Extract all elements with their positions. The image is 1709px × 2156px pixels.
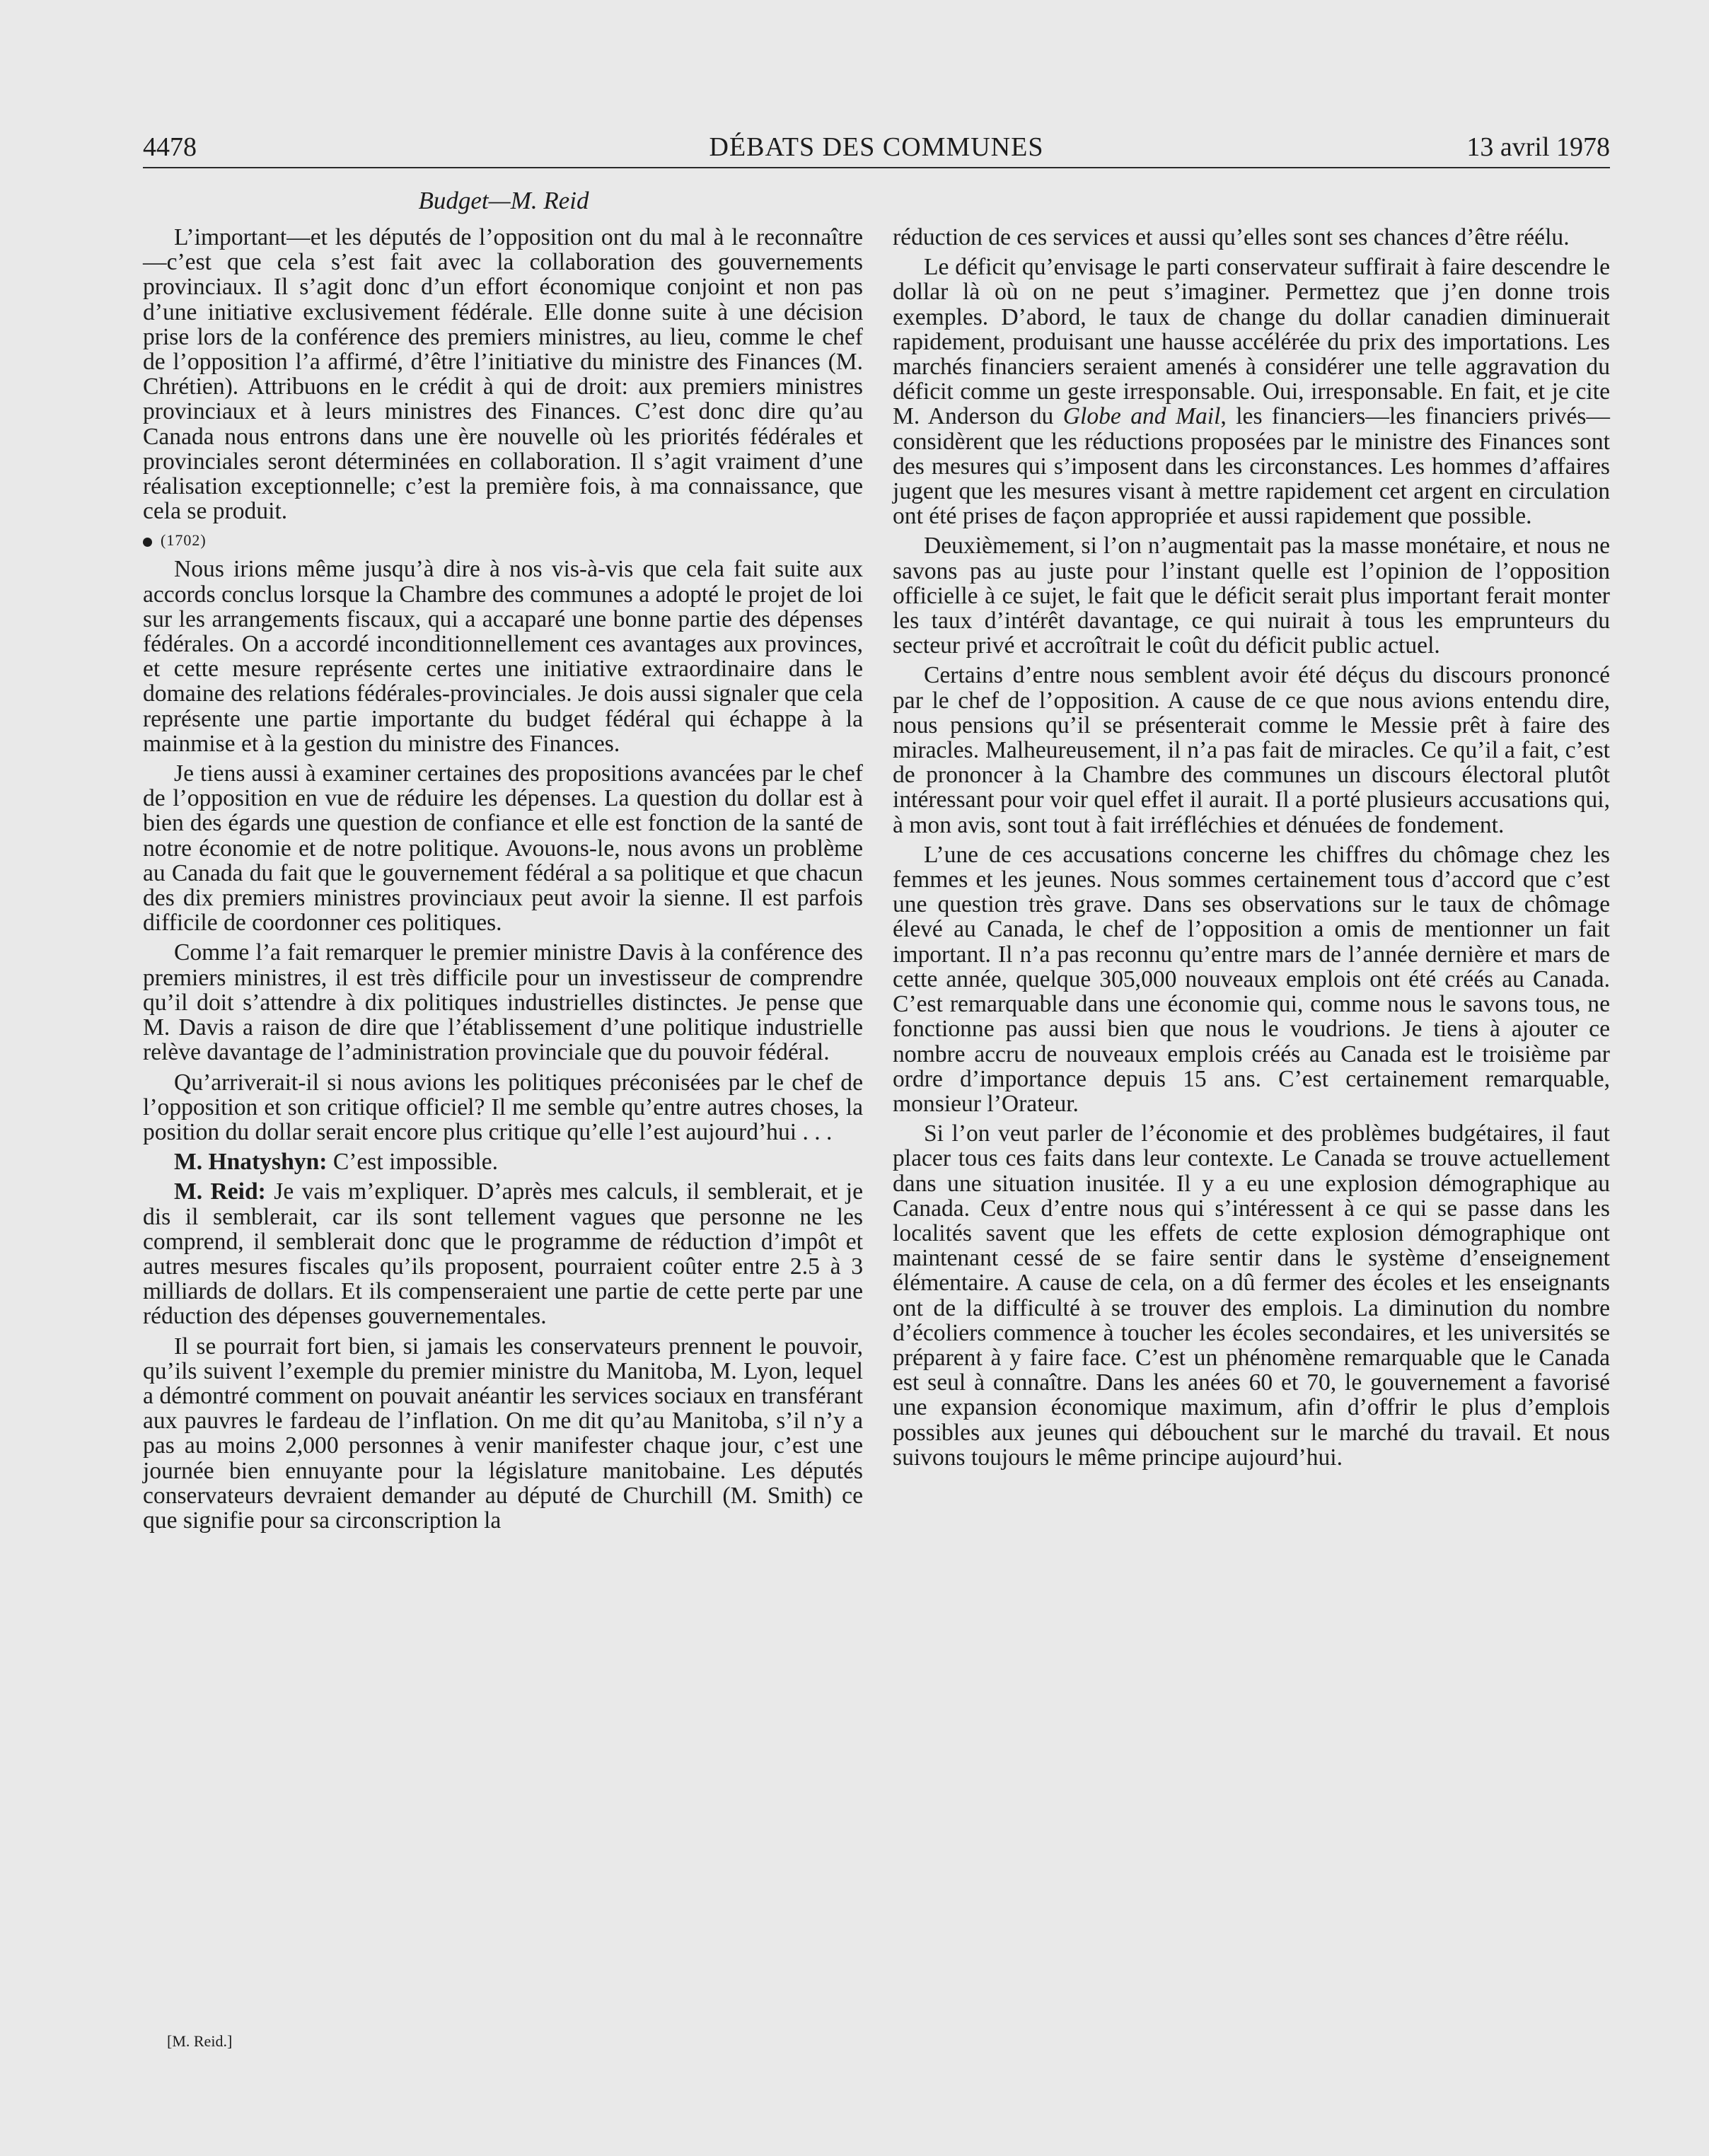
paragraph	[893, 255, 1610, 528]
paragraph: L’une de ces accusations concerne les chiffres du chômage chez les femmes et les jeunes. Nous sommes certainement tous d’accord que c’est une question très grave. Dans ses observations sur le taux de chômage élevé au Canada, le chef de l’opposition a omis de mentionner un fait important. Il n’a pas reconnu qu’entre mars de l’année dernière et mars de cette année, quelque 305,000 nouveaux emplois ont été créés au Canada. C’est remarquable dans une économie qui, comme nous le savons tous, ne fonctionne pas aussi bien que nous le voudrions. Je tiens à ajouter ce nombre accru de nouveaux emplois créés au Canada est le troisième par ordre d’importance depuis 15 ans. C’est certainement remarquable, monsieur l’Orateur.	[893, 841, 1610, 1117]
paragraph: Si l’on veut parler de l’économie et des problèmes budgétaires, il faut placer tous ces faits dans leur contexte. Le Canada se trouve actuellement dans une situation inusitée. Il y a eu une explosion démographique au Canada. Ceux d’entre nous qui s’intéressent à ce qui se passe dans les localités savent que les effets de cette explosion démographique ont maintenant cessé de se faire sentir dans le système d’enseignement élémentaire. A cause de cela, on a dû fermer des écoles et les enseignants ont de la difficulté à se trouver des emplois. La diminution du nombre d’écoliers commence à toucher les écoles secondaires, et les universités se préparent à y faire face. C’est un phénomène remarquable que le Canada est seul à connaître. Dans les anées 60 et 70, le gouvernement a favorisé une expansion économique maximum, afin d’offrir le plus d’emplois possibles aux jeunes qui débouchent sur le marché du travail. Et nous suivons toujours le même principe aujourd’hui.	[893, 1120, 1610, 1471]
speaker-paragraph	[143, 1149, 863, 1174]
text-run: Le déficit qu’envisage le parti conservateur suffirait à faire descendre le dollar là où on ne peut s’imaginer. Permettez que j’en donne trois exemples. D’abord, le taux de change du dollar canadien diminuerait rapidement, produisant une hausse accélérée du prix des importations. Les marchés financiers seraient amenés à considérer une telle aggravation du déficit comme un geste irresponsable. Oui, irresponsable. En fait, et je cite M. Anderson du	[893, 254, 1610, 430]
paragraph: réduction de ces services et aussi qu’elles sont ses chances d’être réélu.	[893, 224, 1570, 250]
text-run: , les financiers—les financiers privés—considèrent que les réductions proposées par le ministre des Finances sont des mesures qui s’imposent dans les circonstances. Les hommes d’affaires jugent que les mesures visant à mettre rapidement cet argent en circulation ont été prises de façon appropriée et aussi rapidement que possible.	[893, 403, 1610, 530]
timestamp: (1702)	[161, 531, 207, 550]
speech-text: C’est impossible.	[327, 1149, 498, 1176]
speaker-name: M. Reid:	[174, 1178, 266, 1205]
publication-title: DÉBATS DES COMMUNES	[709, 132, 1044, 162]
header-rule	[143, 167, 1610, 168]
paragraph: Je tiens aussi à examiner certaines des propositions avancées par le chef de l’opposition en vue de réduire les dépenses. La question du dollar est à bien des égards une question de confiance et elle est fonction de la santé de notre économie et de notre politique. Avouons-le, nous avons un problème au Canada du fait que le gouvernement fédéral a sa politique et que chacun des dix premiers ministres provinciaux peut avoir la sienne. Il est parfois difficile de coordonner ces politiques.	[143, 760, 863, 937]
section-title: Budget—M. Reid	[418, 187, 589, 214]
paragraph: Certains d’entre nous semblent avoir été déçus du discours prononcé par le chef de l’opposition. A cause de ce que nous avions entendu dire, nous pensions qu’il se présenterait comme le Messie prêt à faire des miracles. Malheureusement, il n’a pas fait de miracles. Ce qu’il a fait, c’est de prononcer à la Chambre des communes un discours électoral plutôt intéressant pour voir quel effet il aurait. Il a porté plusieurs accusations qui, à mon avis, sont tout à fait irréfléchies et dénuées de fondement.	[893, 662, 1610, 838]
left-column	[143, 225, 863, 1538]
right-column	[893, 225, 1610, 1475]
bullet-icon	[143, 538, 152, 547]
paragraph: Il se pourrait fort bien, si jamais les conservateurs prennent le pouvoir, qu’ils suivent l’exemple du premier ministre du Manitoba, M. Lyon, lequel a démontré comment on pouvait anéantir les services sociaux en transférant aux pauvres le fardeau de l’inflation. On me dit qu’au Manitoba, s’il n’y a pas au moins 2,000 personnes à venir manifester chaque jour, c’est une journée bien ennuyante pour la législature manitobaine. Les députés conservateurs devraient demander au député de Churchill (M. Smith) ce que signifie pour sa circonscription la	[143, 1333, 863, 1534]
speaker-footer-marker: [M. Reid.]	[167, 2032, 233, 2050]
speaker-paragraph	[143, 1179, 863, 1328]
page-number: 4478	[143, 132, 197, 162]
issue-date: 13 avril 1978	[1466, 132, 1610, 162]
page-header	[143, 130, 1610, 164]
paragraph: L’important—et les députés de l’opposition ont du mal à le reconnaître—c’est que cela s’est fait avec la collaboration des gouvernements provinciaux. Il s’agit donc d’un effort économique conjoint et non pas d’une initiative exclusivement fédérale. Elle donne suite à une décision prise lors de la conférence des premiers ministres, au lieu, comme le chef de l’opposition l’a affirmé, d’être l’initiative du ministre des Finances (M. Chrétien). Attribuons en le crédit à qui de droit: aux premiers ministres provinciaux et à leurs ministres des Finances. C’est donc dire qu’au Canada nous entrons dans une ère nouvelle où les priorités fédérales et provinciales seront déterminées en collaboration. Il s’agit vraiment d’une réalisation exceptionnelle; c’est la première fois, à ma connaissance, que cela se produit.	[143, 224, 863, 525]
paragraph: Nous irions même jusqu’à dire à nos vis-à-vis que cela fait suite aux accords conclus lorsque la Chambre des communes a adopté le projet de loi sur les arrangements fiscaux, qui a accaparé une bonne partie des dépenses fédérales. On a accordé inconditionnellement ces avantages aux provinces, et cette mesure représente certes une initiative extraordinaire dans le domaine des relations fédérales-provinciales. Je dois aussi signaler que cela représente une partie importante du budget fédéral qui échappe à la mainmise et à la gestion du ministre des Finances.	[143, 556, 863, 757]
speaker-name: M. Hnatyshyn:	[174, 1149, 328, 1176]
paragraph: Comme l’a fait remarquer le premier ministre Davis à la conférence des premiers ministres, il est très difficile pour un investisseur de comprendre qu’il doit s’attendre à dix politiques industrielles distinctes. Je pense que M. Davis a raison de dire que l’établissement d’une politique industrielle relève davantage de l’administration provinciale que du pouvoir fédéral.	[143, 939, 863, 1066]
paragraph: Qu’arriverait-il si nous avions les politiques préconisées par le chef de l’opposition et son critique officiel? Il me semble qu’entre autres choses, la position du dollar serait encore plus critique qu’elle l’est aujourd’hui . . .	[143, 1069, 863, 1145]
paragraph: Deuxièmement, si l’on n’augmentait pas la masse monétaire, et nous ne savons pas au juste pour l’instant quelle est l’opinion de l’opposition officielle à ce sujet, le fait que le déficit serait plus important ferait monter les taux d’intérêt davantage, ce qui nuirait à tous les emprunteurs du secteur privé et accroîtrait le coût du déficit public actuel.	[893, 533, 1610, 659]
newspaper-name: Globe and Mail	[1062, 403, 1221, 430]
timestamp-marker	[143, 528, 863, 552]
speech-text: Je vais m’expliquer. D’après mes calculs, il semblerait, et je dis il semblerait, car ils sont tellement vagues que personne ne les comprend, il semblerait donc que le programme de réduction d’impôt et autres mesures fiscales qu’ils proposent, pourraient coûter entre 2.5 à 3 milliards de dollars. Et ils compenseraient une partie de cette perte par une réduction des dépenses gouvernementales.	[143, 1178, 863, 1330]
